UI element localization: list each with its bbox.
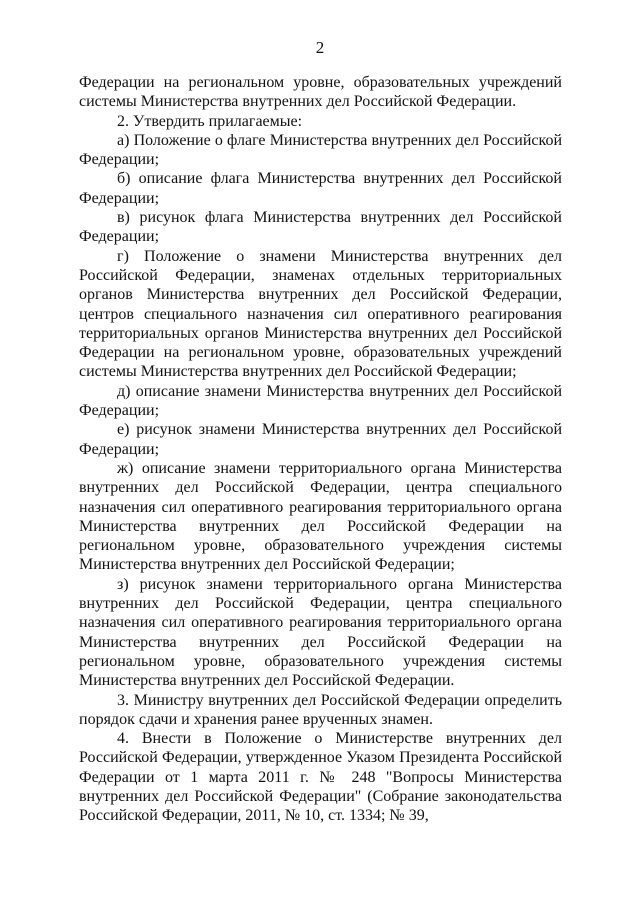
paragraph-item-2: 2. Утвердить прилагаемые:: [117, 112, 303, 130]
paragraph-item-2e: е) рисунок знамени Министерства внутренних дел Российской Федерации;: [79, 421, 562, 458]
paragraph-item-2g: г) Положение о знамени Министерства внутренних дел Российской Федерации, знаменах отдельных территориальных органов Министерства внутренних дел Российской Федерации, центров специального назначения сил оперативного реагирования территориальных органов Министерства внутренних дел Российской Федерации на региональном уровне, образовательных учреждений системы Министерства внутренних дел Российской Федерации;: [79, 247, 562, 381]
paragraph-item-2zh: ж) описание знамени территориального органа Министерства внутренних дел Российской Федерации, центра специального назначения сил оперативного реагирования территориального органа Министерства внутренних дел Российской Федерации на региональном уровне, образовательного учреждения системы Министерства внутренних дел Российской Федерации;: [79, 459, 562, 574]
paragraph-item-2b: б) описание флага Министерства внутренних дел Российской Федерации;: [79, 170, 562, 207]
paragraph-item-2z: з) рисунок знамени территориального органа Министерства внутренних дел Российской Федерации, центра специального назначения сил оперативного реагирования территориального органа Министерства внутренних дел Российской Федерации на региональном уровне, образовательного учреждения системы Министерства внутренних дел Российской Федерации.: [79, 575, 562, 690]
document-body: [79, 73, 562, 826]
paragraph-item-2d: д) описание знамени Министерства внутренних дел Российской Федерации;: [79, 382, 562, 420]
paragraph-item-2v: в) рисунок флага Министерства внутренних дел Российской Федерации;: [79, 209, 562, 246]
paragraph-item-3: 3. Министру внутренних дел Российской Федерации определить порядок сдачи и хранения ранее врученных знамен.: [79, 691, 562, 728]
page-number: 2: [315, 38, 325, 57]
paragraph-item-2a: а) Положение о флаге Министерства внутренних дел Российской Федерации;: [79, 131, 562, 169]
paragraph-item-4: 4. Внести в Положение о Министерстве внутренних дел Российской Федерации, утвержденное Указом Президента Российской Федерации от 1 марта 2011 г. № 248 "Вопросы Министерства внутренних дел Российской Федерации" (Собрание законодательства Российской Федерации, 2011, № 10, ст. 1334; № 39,: [79, 730, 562, 825]
paragraph-continuation: Федерации на региональном уровне, образовательных учреждений системы Министерства внутренних дел Российской Федерации.: [79, 74, 562, 111]
